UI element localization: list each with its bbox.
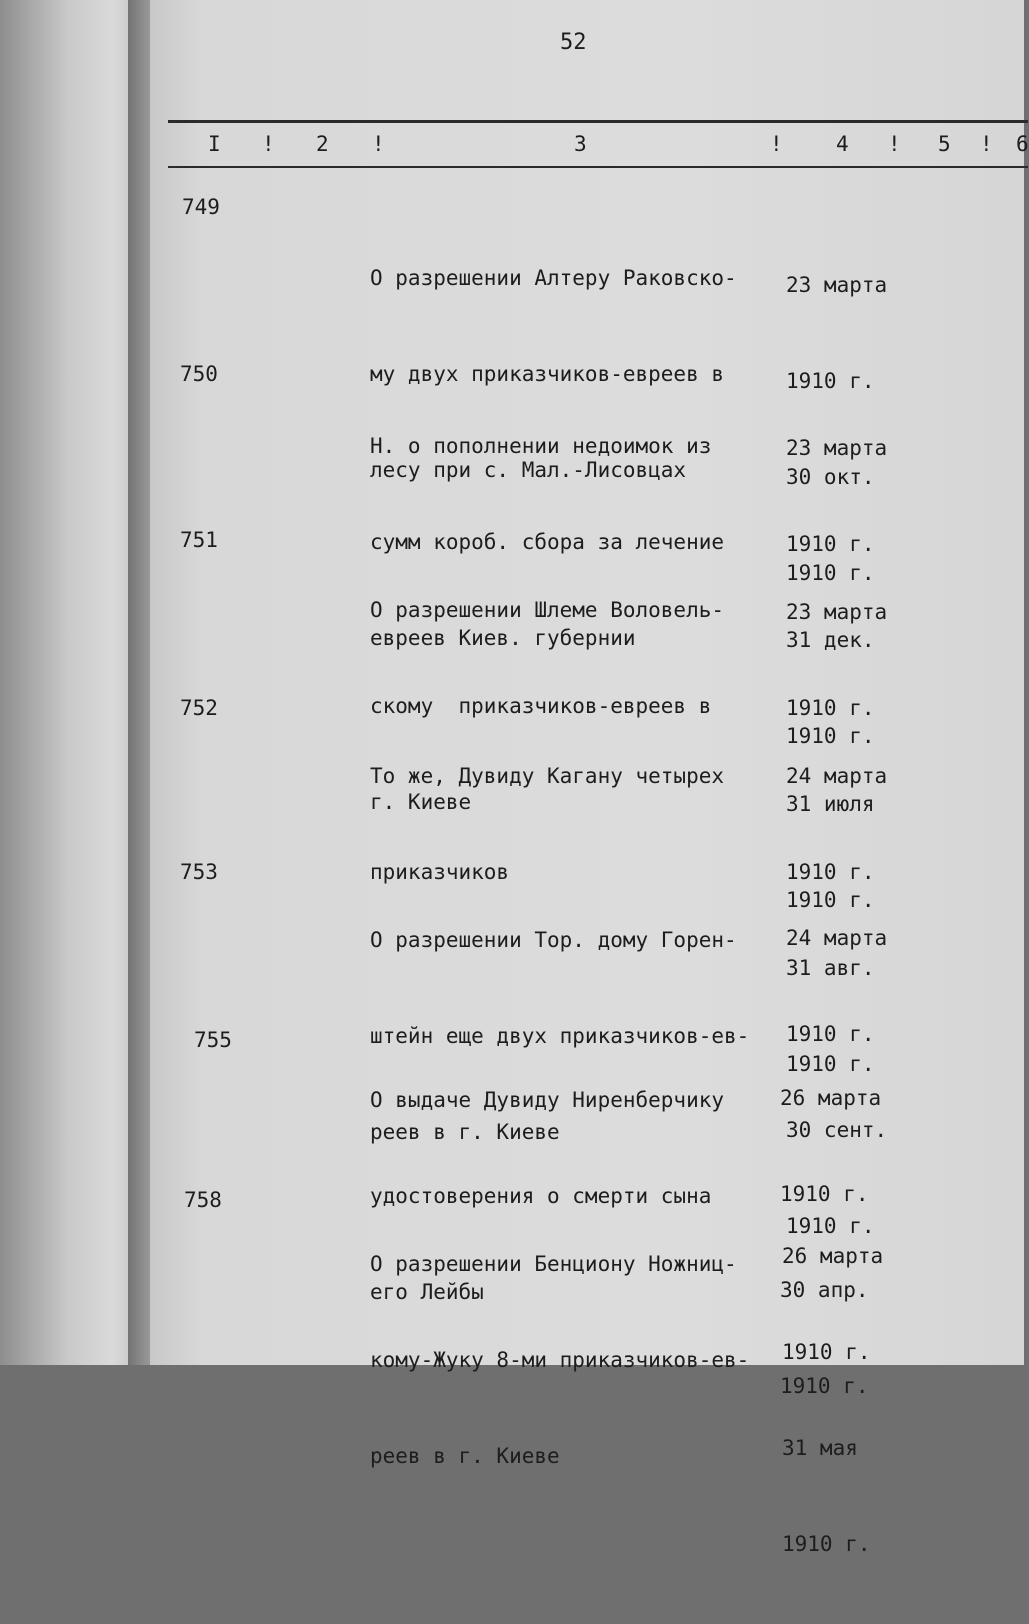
description-line: Н. о пополнении недоимок из	[370, 434, 712, 458]
record-number: 752	[180, 696, 218, 720]
description-line: О разрешении Тор. дому Горен-	[370, 928, 737, 952]
record-description	[370, 1184, 770, 1536]
header-sep: !	[888, 132, 901, 156]
page-number: 52	[560, 30, 587, 55]
date-line: 1910 г.	[786, 532, 875, 556]
record-number: 753	[180, 860, 218, 884]
record-number: 755	[194, 1028, 232, 1052]
description-line: скому приказчиков-евреев в	[370, 694, 712, 718]
document-page	[150, 0, 1029, 1556]
date-line: 1910 г.	[780, 1182, 869, 1206]
header-col6: 6	[1016, 132, 1029, 156]
header-col4: 4	[836, 132, 849, 156]
date-line: 30 окт.	[786, 465, 875, 489]
date-line: 1910 г.	[786, 561, 875, 585]
description-line: реев в г. Киеве	[370, 1120, 560, 1144]
record-number: 751	[180, 528, 218, 552]
description-line: его Лейбы	[370, 1280, 484, 1304]
date-line: 1910 г.	[786, 860, 875, 884]
date-line: 1910 г.	[786, 696, 875, 720]
description-line: О разрешении Бенциону Ножниц-	[370, 1252, 737, 1276]
date-line: 26 марта	[780, 1086, 882, 1110]
description-line: О выдаче Дувиду Ниренберчику	[370, 1088, 725, 1112]
header-top-rule	[168, 120, 1028, 123]
header-sep: !	[262, 132, 275, 156]
description-line: му двух приказчиков-евреев в	[370, 362, 725, 386]
header-sep: !	[980, 132, 993, 156]
date-line: 1910 г.	[786, 1052, 875, 1076]
header-col2: 2	[316, 132, 329, 156]
record-number: 750	[180, 362, 218, 386]
description-line: лесу при с. Мал.-Лисовцах	[370, 458, 687, 482]
date-line: 1910 г.	[786, 369, 875, 393]
header-col5: 5	[938, 132, 951, 156]
record-number: 758	[184, 1188, 222, 1212]
date-line: 1910 г.	[786, 1214, 875, 1238]
header-sep: !	[770, 132, 783, 156]
date-line: 1910 г.	[782, 1340, 871, 1364]
description-line: штейн еще двух приказчиков-ев-	[370, 1024, 750, 1048]
date-line: 31 мая	[782, 1436, 858, 1460]
date-line: 23 марта	[786, 436, 888, 460]
date-line: 30 сент.	[786, 1118, 888, 1142]
description-line: г. Киеве	[370, 790, 472, 814]
date-line: 1910 г.	[782, 1532, 871, 1556]
description-line: О разрешении Алтеру Раковско-	[370, 266, 737, 290]
date-line: 23 марта	[786, 600, 888, 624]
date-line: 24 марта	[786, 764, 888, 788]
date-line: 31 дек.	[786, 628, 875, 652]
header-sep: !	[372, 132, 385, 156]
description-line: сумм короб. сбора за лечение	[370, 530, 725, 554]
date-line: 1910 г.	[780, 1374, 869, 1398]
header-col1: I	[208, 132, 221, 156]
description-line: кому-Жуку 8-ми приказчиков-ев-	[370, 1348, 750, 1372]
date-line: 31 июля	[786, 792, 875, 816]
date-line: 26 марта	[782, 1244, 884, 1268]
date-line: 31 авг.	[786, 956, 875, 980]
header-bottom-rule	[168, 166, 1028, 168]
date-line: 30 апр.	[780, 1278, 869, 1302]
description-line: удостоверения о смерти сына	[370, 1184, 712, 1208]
description-line: О разрешении Шлеме Воловель-	[370, 598, 725, 622]
header-col3: 3	[574, 132, 587, 156]
description-line: евреев Киев. губернии	[370, 626, 636, 650]
record-dates	[782, 1176, 912, 1624]
description-line: приказчиков	[370, 860, 510, 884]
record-number: 749	[182, 195, 220, 219]
date-line: 23 марта	[786, 273, 888, 297]
description-line: реев в г. Киеве	[370, 1444, 560, 1468]
date-line: 24 марта	[786, 926, 888, 950]
date-line: 1910 г.	[786, 1022, 875, 1046]
description-line: То же, Дувиду Кагану четырех	[370, 764, 725, 788]
date-line: 1910 г.	[786, 888, 875, 912]
date-line: 1910 г.	[786, 724, 875, 748]
